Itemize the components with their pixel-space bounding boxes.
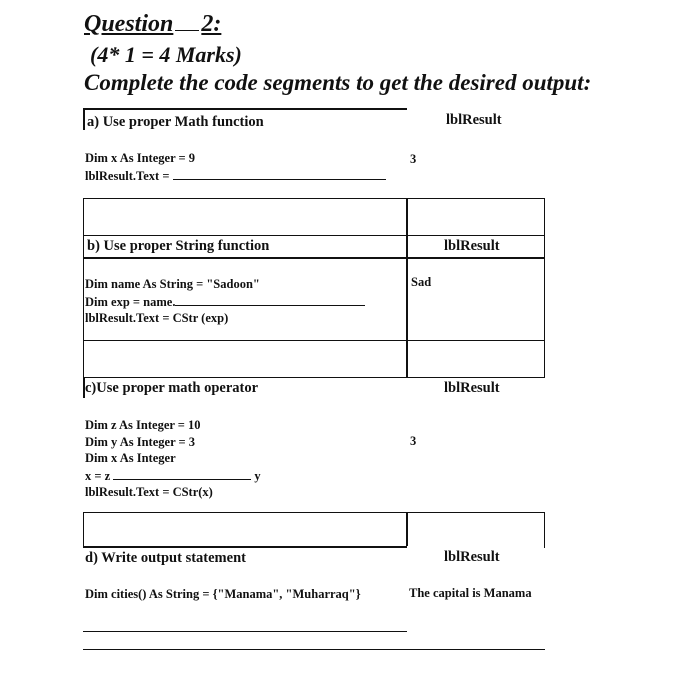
answer-box <box>83 512 545 548</box>
answer-box <box>83 340 545 378</box>
code-line: y <box>254 468 261 483</box>
section-b-label: b) Use proper String function <box>87 238 270 254</box>
question-title <box>84 10 221 38</box>
code-line: Dim cities() As String = {"Manama", "Muharraq"} <box>85 587 361 601</box>
answer-box-bottom <box>83 546 407 548</box>
answer-blank[interactable] <box>173 167 386 180</box>
answer-box-divider <box>406 340 408 378</box>
section-a-left-rule <box>83 108 85 130</box>
section-b-code <box>85 276 365 327</box>
section-c-output-label: lblResult <box>444 380 500 396</box>
section-d-output-label: lblResult <box>444 549 500 565</box>
section-b-output-label: lblResult <box>444 238 500 254</box>
answer-line[interactable] <box>83 631 407 632</box>
code-line: Dim exp = name. <box>85 294 176 309</box>
question-word: Question <box>84 11 174 37</box>
section-a-code <box>85 150 386 184</box>
section-d-label: d) Write output statement <box>85 550 246 566</box>
code-line: Dim name As String = "Sadoon" <box>85 277 260 291</box>
answer-line[interactable] <box>83 649 545 650</box>
code-line: Dim z As Integer = 10 <box>85 418 201 432</box>
code-line: lblResult.Text = <box>85 168 170 183</box>
section-a-label: a) Use proper Math function <box>87 114 264 130</box>
title-gap <box>175 10 199 31</box>
section-c-result: 3 <box>410 434 417 448</box>
section-d-code <box>85 586 361 603</box>
section-b-result: Sad <box>411 275 432 289</box>
code-line: lblResult.Text = CStr(x) <box>85 485 213 499</box>
code-line: Dim x As Integer <box>85 451 176 465</box>
code-line: lblResult.Text = CStr (exp) <box>85 311 229 325</box>
section-d-result: The capital is Manama <box>409 586 532 600</box>
section-c-label: c)Use proper math operator <box>85 380 259 396</box>
section-a-top-rule <box>83 108 407 110</box>
answer-blank[interactable] <box>113 467 251 480</box>
question-number: 2: <box>201 11 222 37</box>
section-c-code <box>85 417 261 501</box>
instruction-text: Complete the code segments to get the desired output: <box>84 70 592 95</box>
code-line: Dim y As Integer = 3 <box>85 434 196 449</box>
code-line: Dim x As Integer = 9 <box>85 151 196 165</box>
answer-box <box>83 198 545 236</box>
section-b-row-divider <box>83 257 545 259</box>
code-line: x = z <box>85 468 111 483</box>
answer-box-divider <box>406 198 408 236</box>
marks-text: (4* 1 = 4 Marks) <box>90 42 242 67</box>
section-a-output-label: lblResult <box>446 112 502 128</box>
answer-box-divider <box>406 512 408 546</box>
section-a-result: 3 <box>410 152 417 166</box>
section-b-col-divider <box>406 235 408 341</box>
answer-blank[interactable] <box>175 293 365 306</box>
